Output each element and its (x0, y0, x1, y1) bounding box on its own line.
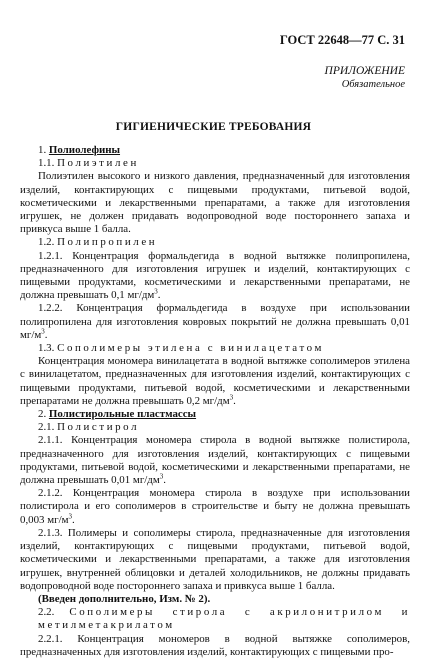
subsection-1-3-heading (20, 342, 410, 355)
page-header: ГОСТ 22648—77 С. 31 (279, 33, 405, 47)
section-1-number: 1. (38, 144, 47, 156)
paragraph-1-2-1: 1.2.1. Концентрация формальдегида в водной вытяжке полипропилена, предназначенного для изготовления игрушек и изделий, контактирующих с пищевыми продуктами, косметическими и лекарственными препаратами, не должна превышать 0,1 $мг/дм^3$. (20, 249, 410, 302)
subsection-2-2-number: 2.2. (38, 606, 55, 619)
subsection-1-2-title: Полипропилен (57, 236, 158, 249)
appendix-label: ПРИЛОЖЕНИЕ (324, 65, 405, 77)
section-title: ГИГИЕНИЧЕСКИЕ ТРЕБОВАНИЯ (115, 121, 312, 133)
appendix-sub: Обязательное (341, 79, 405, 90)
superscript-3: 3 (154, 287, 158, 296)
superscript-3: 3 (229, 393, 234, 402)
subsection-1-2-heading (20, 236, 410, 249)
paragraph-2-1-1-text: 2.1.1. Концентрация мономера стирола в водной вытяжке полистирола, предназначенного для изготовления изделий, контактирующих с пищевыми продуктами, питьевой водой, косметическими и лекарственными препаратами, не должна превышать 0,01 мг/дм (20, 434, 410, 487)
subsection-1-1-heading (20, 157, 410, 170)
paragraph-1-2-2-text: 1.2.2. Концентрация формальдегида в воздухе при использовании полипропилена для изготовления ковровых покрытий не должна превышать 0,01 мг/м (20, 302, 410, 341)
paragraph-1-2-2: 1.2.2. Концентрация формальдегида в воздухе при использовании полипропилена для изготовления ковровых покрытий не должна превышать 0,01 $мг/м^3$. (20, 302, 410, 341)
paragraph-1-1: Полиэтилен высокого и низкого давления, предназначенный для изготовления изделий, контактирующих с пищевыми продуктами, питьевой водой, косметическими и лекарственными препаратами, а также для изготовления игрушек, не должен придавать водопроводной воде постороннего запаха и привкуса выше 1 балла. (20, 170, 410, 236)
paragraph-1-3-text: Концентрация мономера винилацетата в водной вытяжке сополимеров этилена с винилацетатом, предназначенных для изготовления изделий, контактирующих с пищевыми продуктами, питьевой водой, косметическими и лекарственными препаратами не должна превышать 0,2 мг/дм (20, 355, 410, 407)
subsection-2-1-title: Полистирол (57, 421, 140, 434)
paragraph-2-2-1: 2.2.1. Концентрация мономеров в водной вытяжке сополимеров, предназначенных для изготовления изделий, контактирующих с пищевыми про- (20, 632, 410, 658)
superscript-3: 3 (159, 472, 164, 481)
subsection-1-3-number: 1.3. (38, 342, 55, 355)
subsection-2-1-number: 2.1. (38, 421, 55, 434)
section-2-title: Полистирольные пластмассы (48, 408, 197, 421)
superscript-3: 3 (68, 512, 73, 521)
paragraph-2-1-2: 2.1.2. Концентрация мономера стирола в воздухе при использовании полистирола и его сополимеров в строительстве и быту не должна превышать 0,003 $мг/м^3$. (20, 487, 410, 526)
superscript-3: 3 (41, 327, 45, 336)
section-2-heading (20, 408, 410, 421)
subsection-2-2-title: Сополимеры стирола с акрилонитрилом и метилметакрилатом (38, 606, 410, 632)
paragraph-2-1-2-text: 2.1.2. Концентрация мономера стирола в воздухе при использовании полистирола и его сополимеров в строительстве и быту не должна превышать 0,003 мг/м (20, 487, 410, 526)
section-1-title: Полиолефины (48, 144, 121, 156)
document-body (20, 144, 410, 659)
paragraph-2-1-3: 2.1.3. Полимеры и сополимеры стирола, предназначенные для изготовления изделий, контактирующих с пищевыми продуктами, питьевой водой, косметическими и лекарственными препаратами, а также для изготовления игрушек, внутренней облицовки и деталей холодильников, не должны придавать водопроводной воде постороннего запаха и привкуса выше 1 балла. (20, 526, 410, 592)
paragraph-1-3: Концентрация мономера винилацетата в водной вытяжке сополимеров этилена с винилацетатом, предназначенных для изготовления изделий, контактирующих с пищевыми продуктами, питьевой водой, косметическими и лекарственными препаратами не должна превышать 0,2 $мг/дм^3$. (20, 355, 410, 407)
amendment-note: (Введен дополнительно, Изм. № 2). (38, 592, 211, 605)
paragraph-1-2-1-text: 1.2.1. Концентрация формальдегида в водной вытяжке полипропилена, предназначенного для изготовления игрушек и изделий, контактирующих с пищевыми продуктами, косметическими и лекарственными препаратами, не должна превышать 0,1 мг/дм (20, 249, 410, 302)
paragraph-2-1-1: 2.1.1. Концентрация мономера стирола в водной вытяжке полистирола, предназначенного для изготовления изделий, контактирующих с пищевыми продуктами, питьевой водой, косметическими и лекарственными препаратами, не должна превышать 0,01 $мг/дм^3$. (20, 434, 410, 487)
section-2-number: 2. (38, 408, 47, 421)
subsection-1-1-title: Полиэтилен (57, 157, 139, 170)
section-1-heading (20, 144, 410, 157)
subsection-1-2-number: 1.2. (38, 236, 55, 249)
appendix-label-block (325, 65, 405, 91)
subsection-1-1-number: 1.1. (38, 157, 55, 170)
subsection-1-3-title: Сополимеры этилена с винилацетатом (57, 342, 325, 355)
subsection-2-2-heading (20, 606, 410, 632)
subsection-2-1-heading (20, 421, 410, 434)
